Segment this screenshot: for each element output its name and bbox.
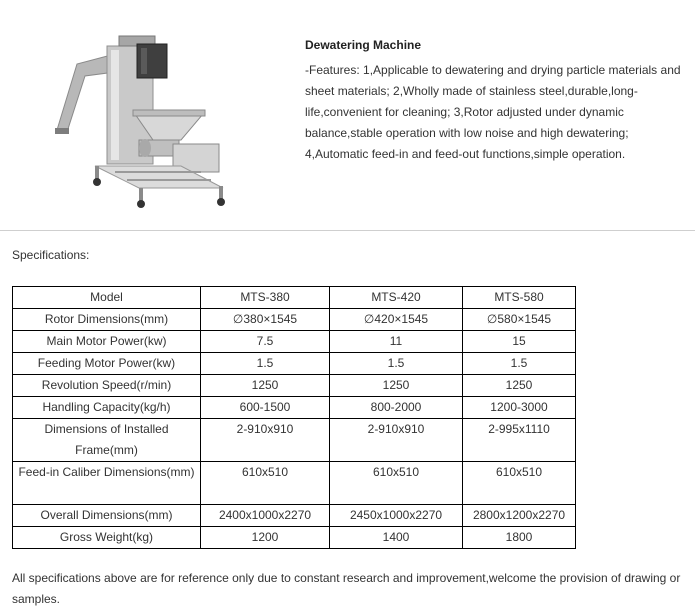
table-cell: 1250 bbox=[463, 375, 576, 397]
table-cell: 2-910x910 bbox=[201, 419, 330, 462]
table-row bbox=[13, 287, 576, 309]
table-cell: Overall Dimensions(mm) bbox=[13, 505, 201, 527]
table-cell: ∅420×1545 bbox=[330, 309, 463, 331]
table-cell: Main Motor Power(kw) bbox=[13, 331, 201, 353]
table-cell: 2-995x1110 bbox=[463, 419, 576, 462]
table-row bbox=[13, 505, 576, 527]
table-cell: Rotor Dimensions(mm) bbox=[13, 309, 201, 331]
table-row bbox=[13, 527, 576, 549]
table-cell: 1200 bbox=[201, 527, 330, 549]
table-cell: 800-2000 bbox=[330, 397, 463, 419]
table-cell: 1.5 bbox=[330, 353, 463, 375]
table-row bbox=[13, 375, 576, 397]
table-cell: 610x510 bbox=[201, 462, 330, 505]
table-cell: ∅380×1545 bbox=[201, 309, 330, 331]
table-row bbox=[13, 419, 576, 462]
dewatering-machine-image bbox=[55, 32, 230, 214]
table-row bbox=[13, 309, 576, 331]
product-features: -Features: 1,Applicable to dewatering and drying particle materials and sheet materials; 2,Wholly made of stainless steel,durable,long-life,convenient for cleaning; 3,Rotor adjusted under dynamic balance,stable operation with low noise and high dewatering; 4,Automatic feed-in and feed-out functions,simple operation. bbox=[305, 63, 681, 161]
table-cell: MTS-580 bbox=[463, 287, 576, 309]
product-title: Dewatering Machine bbox=[305, 38, 422, 52]
table-cell: 610x510 bbox=[330, 462, 463, 505]
table-cell: 2800x1200x2270 bbox=[463, 505, 576, 527]
disclaimer-text: All specifications above are for reference only due to constant research and improvement,welcome the provision of drawing or samples. bbox=[12, 571, 681, 606]
table-cell: Handling Capacity(kg/h) bbox=[13, 397, 201, 419]
table-cell: 1.5 bbox=[463, 353, 576, 375]
table-cell: 1250 bbox=[201, 375, 330, 397]
table-cell: 600-1500 bbox=[201, 397, 330, 419]
table-cell: 15 bbox=[463, 331, 576, 353]
table-cell: MTS-380 bbox=[201, 287, 330, 309]
specifications-label: Specifications: bbox=[12, 248, 90, 262]
table-cell: Dimensions of Installed Frame(mm) bbox=[13, 419, 201, 462]
table-cell: Gross Weight(kg) bbox=[13, 527, 201, 549]
table-cell: 610x510 bbox=[463, 462, 576, 505]
table-row bbox=[13, 331, 576, 353]
table-cell: Feeding Motor Power(kw) bbox=[13, 353, 201, 375]
table-cell: 2450x1000x2270 bbox=[330, 505, 463, 527]
table-cell: Feed-in Caliber Dimensions(mm) bbox=[13, 462, 201, 505]
table-cell: 1200-3000 bbox=[463, 397, 576, 419]
table-cell: Model bbox=[13, 287, 201, 309]
product-section bbox=[0, 0, 695, 230]
section-divider bbox=[0, 230, 695, 231]
specifications-table bbox=[12, 286, 576, 549]
table-cell: ∅580×1545 bbox=[463, 309, 576, 331]
table-cell: 7.5 bbox=[201, 331, 330, 353]
table-cell: 2400x1000x2270 bbox=[201, 505, 330, 527]
table-cell: 11 bbox=[330, 331, 463, 353]
table-cell: 1400 bbox=[330, 527, 463, 549]
table-cell: MTS-420 bbox=[330, 287, 463, 309]
table-cell: 1.5 bbox=[201, 353, 330, 375]
table-row bbox=[13, 353, 576, 375]
table-cell: 1250 bbox=[330, 375, 463, 397]
table-cell: Revolution Speed(r/min) bbox=[13, 375, 201, 397]
table-cell: 2-910x910 bbox=[330, 419, 463, 462]
table-row bbox=[13, 462, 576, 505]
table-cell: 1800 bbox=[463, 527, 576, 549]
table-row bbox=[13, 397, 576, 419]
